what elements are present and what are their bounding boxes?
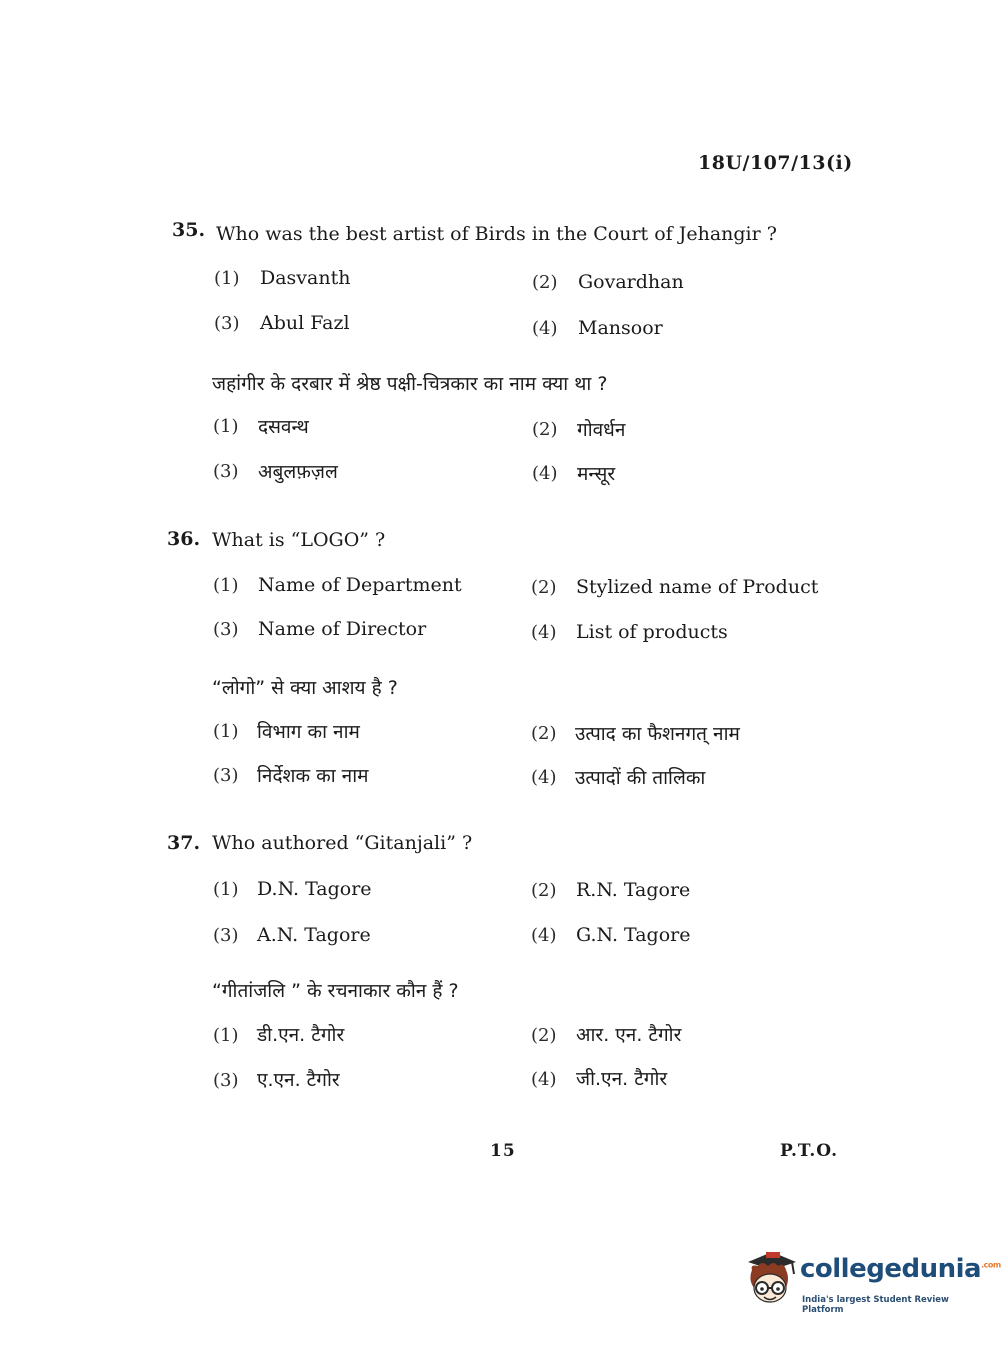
page-number: 15 [490,1141,516,1161]
option-number: (4) [531,622,557,643]
option-number: (2) [532,272,558,293]
option-text: G.N. Tagore [576,924,691,946]
question-number: 35. [172,219,206,241]
option-number: (2) [531,577,557,598]
option-number: (3) [213,765,239,786]
option-text: Mansoor [578,317,663,339]
question-text-hi: “लोगो” से क्या आशय है ? [212,677,398,699]
question-text-en: Who authored “Gitanjali” ? [212,832,473,854]
option-number: (4) [531,1069,557,1090]
option-number: (3) [213,925,239,946]
option-number: (3) [214,313,240,334]
option-number: (4) [531,767,557,788]
option-number: (4) [532,318,558,339]
option-text: निर्देशक का नाम [257,765,369,787]
option-text: Dasvanth [260,267,351,289]
option-number: (2) [531,880,557,901]
question-text-hi: “गीतांजलि ” के रचनाकार कौन हैं ? [212,980,459,1002]
option-number: (2) [531,723,557,744]
option-text: डी.एन. टैगोर [257,1024,345,1046]
brand-suffix: .com [981,1260,1001,1270]
option-text: आर. एन. टैगोर [576,1024,682,1046]
option-text: Name of Director [258,618,427,640]
option-number: (3) [213,619,239,640]
option-number: (1) [213,416,239,437]
question-text-en: What is “LOGO” ? [212,529,386,551]
option-text: Name of Department [258,574,462,596]
question-number: 36. [167,528,201,550]
brand-tagline: India's largest Student Review Platform [802,1295,949,1315]
question-number: 37. [167,832,201,854]
option-number: (2) [531,1025,557,1046]
option-text: Stylized name of Product [576,576,819,598]
option-text: List of products [576,621,728,643]
option-text: जी.एन. टैगोर [576,1068,668,1090]
brand-name: collegedunia$^{.com}$ [800,1254,1001,1284]
question-text-en: Who was the best artist of Birds in the Court of Jehangir ? [216,223,777,245]
student-cartoon-logo-icon [742,1248,800,1314]
option-text: अबुलफ़ज़ल [258,461,338,483]
pto-label: P.T.O. [780,1141,838,1161]
option-text: Govardhan [578,271,684,293]
option-text: दसवन्थ [258,416,309,438]
question-text-hi: जहांगीर के दरबार में श्रेष्ठ पक्षी-चित्रकार का नाम क्या था ? [212,373,608,395]
option-number: (1) [213,879,239,900]
option-text: विभाग का नाम [257,721,360,743]
option-number: (4) [532,463,558,484]
option-text: ए.एन. टैगोर [257,1069,340,1091]
option-number: (3) [213,461,239,482]
paper-code: 18U/107/13(i) [698,152,853,174]
option-number: (3) [213,1070,239,1091]
option-text: Abul Fazl [260,312,350,334]
option-text: उत्पाद का फैशनगत् नाम [575,723,740,745]
option-number: (4) [531,925,557,946]
option-text: उत्पादों की तालिका [575,767,706,789]
option-text: D.N. Tagore [257,878,372,900]
option-number: (1) [213,575,239,596]
collegedunia-watermark [742,1248,1001,1318]
option-number: (2) [532,419,558,440]
option-number: (1) [214,268,240,289]
option-text: R.N. Tagore [576,879,691,901]
option-text: A.N. Tagore [257,924,371,946]
option-text: गोवर्धन [577,419,626,441]
option-number: (1) [213,1025,239,1046]
option-number: (1) [213,721,239,742]
option-text: मन्सूर [577,463,616,485]
